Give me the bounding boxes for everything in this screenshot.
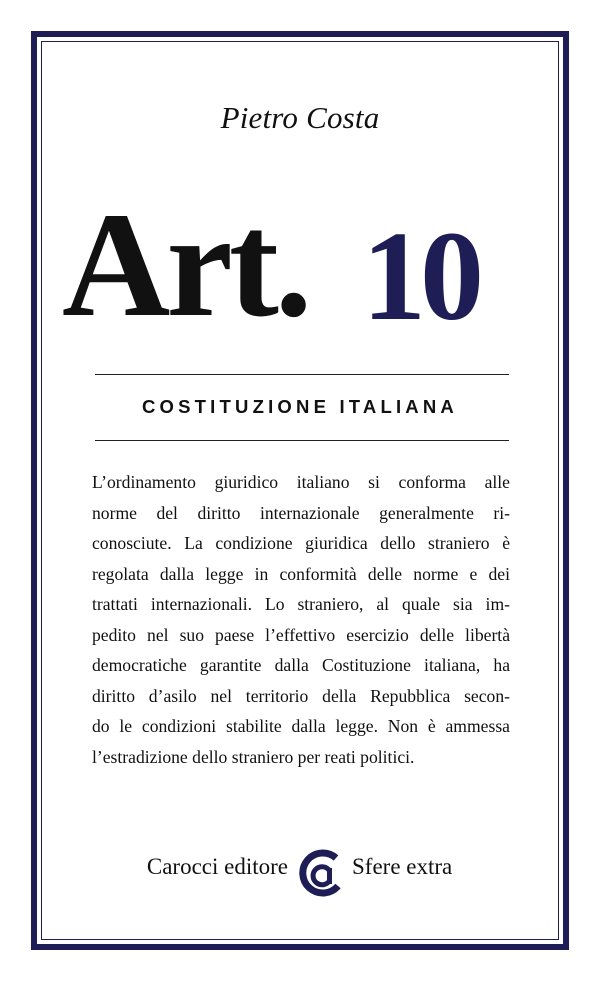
- article-text: [92, 467, 510, 772]
- series-name: Sfere extra: [352, 854, 453, 879]
- title-number: 10: [362, 205, 478, 347]
- article-line: pedito nel suo paese l’effettivo esercizio delle libertà: [92, 624, 510, 645]
- subtitle-rule-bottom: [95, 440, 509, 441]
- title-prefix: Art.: [62, 182, 309, 348]
- article-line: do le condizioni stabilite dalla legge. Non è ammessa: [92, 716, 510, 736]
- publisher-footer: [0, 840, 600, 900]
- publisher-name: Carocci editore: [146, 854, 288, 879]
- author-name: Pietro Costa: [220, 100, 380, 135]
- carocci-c-logo-icon: [296, 848, 346, 898]
- article-line: norme del diritto internazionale generalmente ri-: [92, 502, 510, 523]
- book-title: [62, 182, 542, 348]
- article-line: democratiche garantite dalla Costituzione italiana, ha: [92, 655, 510, 675]
- article-line: trattati internazionali. Lo straniero, al quale sia im-: [92, 594, 510, 614]
- article-line: L’ordinamento giuridico italiano si conforma alle: [92, 472, 510, 492]
- article-line: regolata dalla legge in conformità delle norme e dei: [92, 563, 510, 584]
- article-line: conosciute. La condizione giuridica dello straniero è: [92, 533, 510, 553]
- subtitle-rule-top: [95, 374, 509, 375]
- subtitle: COSTITUZIONE ITALIANA: [141, 396, 458, 417]
- article-line: l’estradizione dello straniero per reati politici.: [92, 746, 415, 767]
- article-line: diritto d’asilo nel territorio della Repubblica secon-: [92, 685, 510, 706]
